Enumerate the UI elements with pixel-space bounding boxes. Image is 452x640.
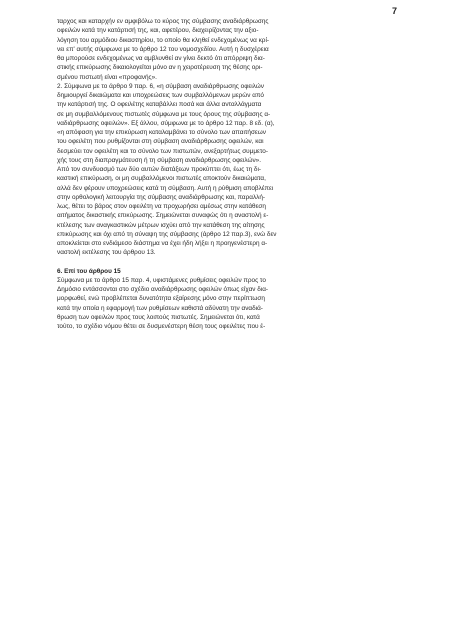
- text-line: αποκλείεται στο ενδιάμεσο διάστημα να έχει ήδη λήξει η προηγενέστερη α-: [57, 240, 268, 247]
- text-line: «η απόφαση για την επικύρωση καταλαμβάνει το σύνολο των απαιτήσεων: [57, 129, 266, 136]
- text-line: δημιουργεί δικαιώματα και υποχρεώσεις των συμβαλλόμενων μερών από: [57, 92, 264, 99]
- text-line: κτέλεσης των αναγκαστικών μέτρων ισχύει από την κατάθεση της αίτησης: [57, 221, 265, 229]
- text-line: νει επ' αυτής σύμφωνα με το άρθρο 12 του νομοσχεδίου. Αυτή η δυσχέρεια: [57, 45, 269, 53]
- text-line: καστική επικύρωση, οι μη συμβαλλόμενοι πιστωτές αποκτούν δικαιώματα,: [57, 175, 266, 183]
- text-line: μορφωθεί, ενώ προβλέπεται δυνατότητα εξαίρεσης μόνο στην περίπτωση: [57, 295, 265, 303]
- section-spacer: [57, 258, 399, 267]
- text-line: θα μπορούσε ενδεχομένως να αμβλυνθεί αν γίνει δεκτό ότι απόρριψη δια-: [57, 55, 265, 62]
- text-line: στην ορθολογική λειτουργία της σύμβασης αναδιάρθρωσης και, παραλλή-: [57, 193, 266, 201]
- text-line: επικύρωσης και όχι από τη σύναψη της σύμβασης (άρθρο 12 παρ.3), ενώ δεν: [57, 230, 277, 238]
- section-heading: 6. Επί του άρθρου 15: [57, 267, 121, 275]
- text-line: λόγηση του αρμόδιου δικαστηρίου, το οποίο θα κληθεί ενδεχομένως να κρί-: [57, 36, 269, 44]
- text-line: αιτήματος δικαστικής επικύρωσης. Σημειώνεται συναφώς ότι η αναστολή ε-: [57, 212, 269, 220]
- text-line: ναδιάρθρωσης οφειλών». Εξ άλλου, σύμφωνα με το άρθρο 12 παρ. 8 εδ. (α),: [57, 119, 275, 127]
- text-line: ναστολή εκτέλεσης του άρθρου 13.: [57, 249, 156, 257]
- text-line: σμένου πιστωτή είναι «προφανής».: [57, 73, 157, 81]
- text-line: κατά την οποία η εφαρμογή των ρυθμίσεων καθιστά αδύνατη την αναδιά-: [57, 304, 263, 312]
- text-line: Σύμφωνα με το άρθρο 15 παρ. 4, υφιστάμενες ρυθμίσεις οφειλών προς το: [57, 276, 266, 284]
- text-line: Από τον συνδυασμό των δύο αυτών διατάξεων προκύπτει ότι, έως τη δι-: [57, 166, 262, 173]
- text-line: του οφειλέτη που ρυθμίζονται στη σύμβαση αναδιάρθρωσης οφειλών, και: [57, 138, 264, 146]
- text-line: 2. Σύμφωνα με το άρθρο 9 παρ. 6, «η σύμβαση αναδιάρθρωσης οφειλών: [57, 82, 264, 90]
- text-line: σε μη συμβαλλόμενους πιστωτές σύμφωνα με τους όρους της σύμβασης α-: [57, 110, 271, 118]
- page-number: 7: [391, 6, 397, 16]
- document-body: [57, 17, 399, 331]
- text-line: ταρχος και καταρχήν εν αμφιβόλω το κύρος της σύμβασης αναδιάρθρωσης: [57, 18, 269, 25]
- text-line: την κατάρτισή της. Ο οφειλέτης καταβάλλει ποσά και άλλα ανταλλάγματα: [57, 101, 262, 109]
- text-line: θρωση των οφειλών προς τους λοιπούς πιστωτές. Σημειώνεται ότι, κατά: [57, 313, 260, 321]
- text-line: χής τους στη διαπραγμάτευση ή τη σύμβαση αναδιάρθρωσης οφειλών».: [57, 156, 261, 164]
- text-line: τούτο, το σχέδιο νόμου θέτει σε δυσμενέστερη θέση τους οφειλέτες που έ-: [57, 323, 266, 330]
- paragraph-block-1: [57, 17, 399, 258]
- text-line: οφειλών κατά την κατάρτισή της, και, αφετέρου, διαχειρίζοντας την αξιο-: [57, 27, 259, 35]
- text-line: στικής επικύρωσης δικαιολογείται μόνο αν η χειροτέρευση της θέσης ορι-: [57, 64, 263, 72]
- text-line: Δημόσιο εντάσσονται στο σχέδιο αναδιάρθρωσης οφειλών όπως είχαν δια-: [57, 286, 269, 293]
- text-line: λως, θέτει το βάρος στον οφειλέτη να προχωρήσει αμέσως στην κατάθεση: [57, 203, 266, 210]
- text-line: αλλά δεν φέρουν υποχρεώσεις κατά τη σύμβαση. Αυτή η ρύθμιση αποβλέπει: [57, 184, 274, 192]
- section-6: [57, 267, 399, 332]
- text-line: δεσμεύει τον οφειλέτη και το σύνολο των πιστωτών, ανεξαρτήτως συμμετο-: [57, 147, 268, 155]
